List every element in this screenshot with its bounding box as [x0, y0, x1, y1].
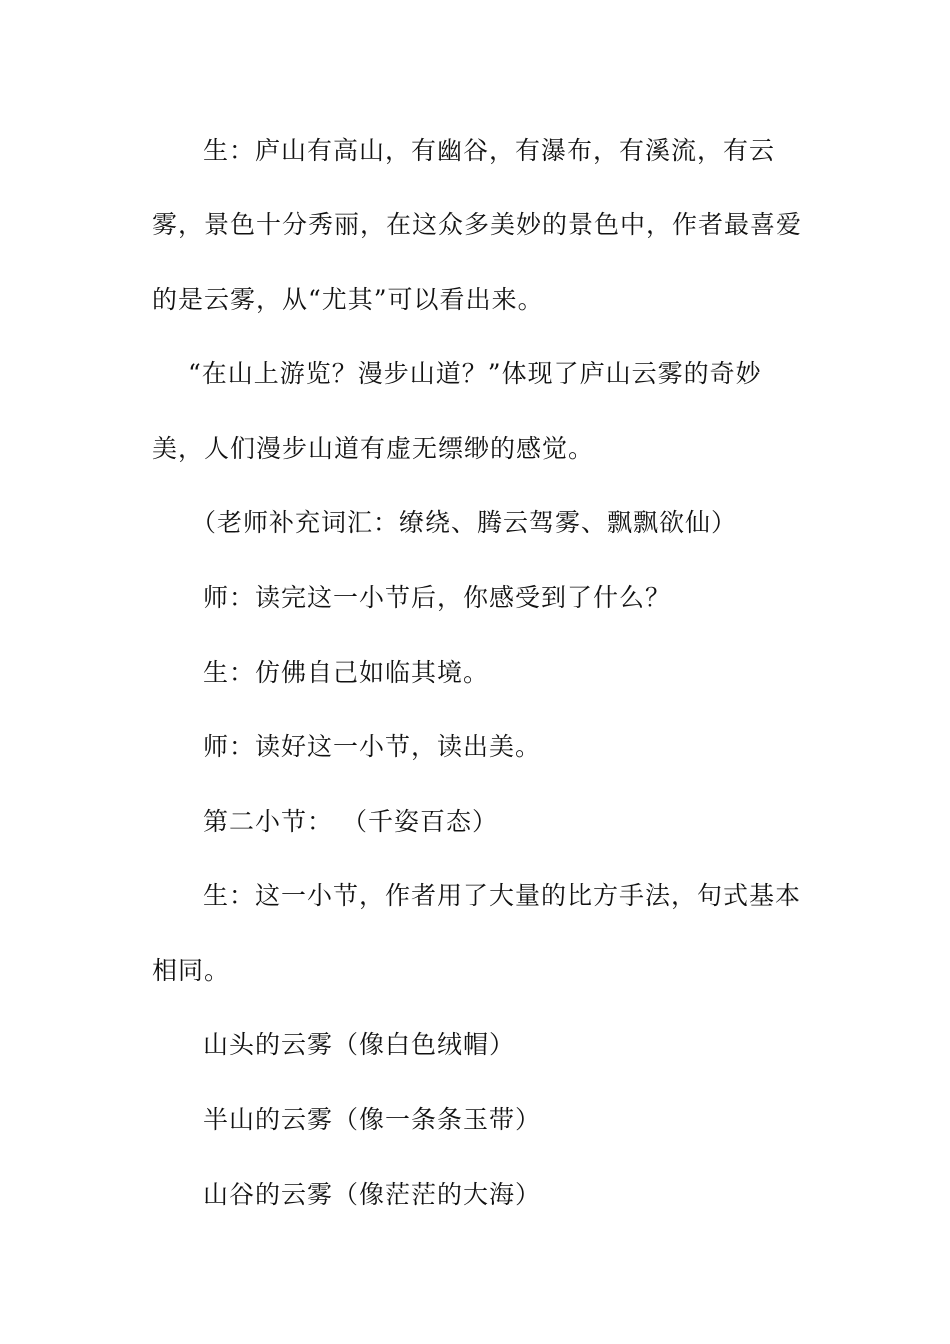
paragraph-line-2: 雾，景色十分秀丽，在这众多美妙的景色中，作者最喜爱 — [152, 210, 803, 239]
paragraph-line-10: 第二小节： （千姿百态） — [203, 807, 498, 836]
paragraph-line-13: 山头的云雾（像白色绒帽） — [203, 1030, 516, 1059]
paragraph-line-12: 相同。 — [152, 956, 231, 985]
paragraph-line-11: 生：这一小节，作者用了大量的比方手法，句式基本 — [203, 881, 802, 910]
paragraph-line-9: 师：读好这一小节，读出美。 — [203, 732, 542, 761]
paragraph-line-1: 生：庐山有高山，有幽谷，有瀑布，有溪流，有云 — [203, 136, 776, 165]
paragraph-line-3: 的是云雾，从“尤其”可以看出来。 — [152, 285, 544, 314]
paragraph-line-7: 师：读完这一小节后，你感受到了什么？ — [203, 583, 672, 612]
paragraph-line-6: （老师补充词汇：缭绕、腾云驾雾、飘飘欲仙） — [191, 508, 738, 537]
paragraph-line-14: 半山的云雾（像一条条玉带） — [203, 1105, 542, 1134]
paragraph-line-4: “在山上游览？漫步山道？”体现了庐山云雾的奇妙 — [188, 359, 762, 388]
paragraph-line-8: 生：仿佛自己如临其境。 — [203, 658, 490, 687]
paragraph-line-5: 美，人们漫步山道有虚无缥缈的感觉。 — [152, 434, 595, 463]
paragraph-line-15: 山谷的云雾（像茫茫的大海） — [203, 1180, 542, 1209]
